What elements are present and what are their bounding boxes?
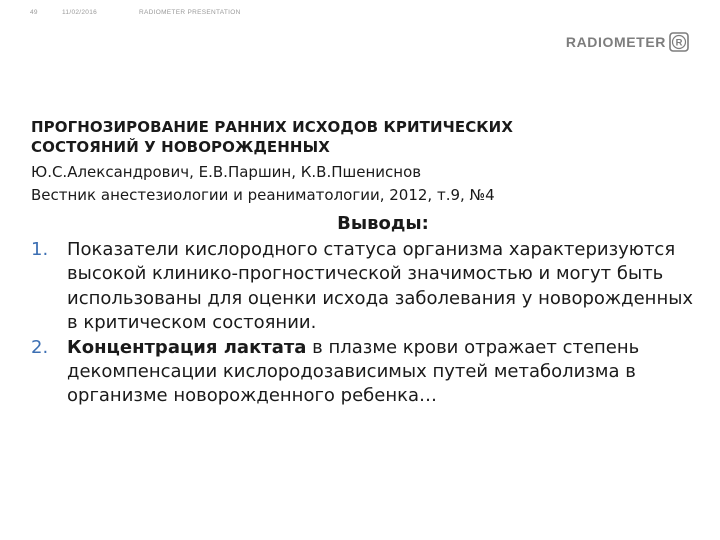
conclusion-item-1 xyxy=(31,238,695,336)
conclusion-item-2 xyxy=(31,336,695,409)
page-number: 49 xyxy=(30,9,38,16)
presentation-label: RADIOMETER PRESENTATION xyxy=(139,9,241,16)
logo-text: RADIOMETER xyxy=(565,34,666,50)
conclusion-text-2: в плазме крови отражает степень декомпенсации кислородозависимых путей метаболизма в организме новорожденного ребенка… xyxy=(67,336,640,407)
slide-content xyxy=(31,118,695,409)
svg-text:R: R xyxy=(675,37,683,49)
conclusion-number-1: 1. xyxy=(31,239,49,260)
conclusions-list xyxy=(31,238,695,409)
article-title xyxy=(31,118,695,157)
conclusion-text-1: Показатели кислородного статуса организма характеризуются высокой клинико-прогностической значимостью и могут быть использованы для оценки исхода заболевания у новорожденных в критическом состоянии. xyxy=(67,239,694,334)
radiometer-logo xyxy=(566,32,689,52)
article-journal: Вестник анестезиологии и реаниматологии, 2012, т.9, №4 xyxy=(31,186,495,204)
conclusions-heading: Выводы: xyxy=(337,213,429,234)
presentation-date: 11/02/2016 xyxy=(62,9,98,16)
conclusion-bold-lead-2: Концентрация лактата xyxy=(67,336,307,358)
conclusion-number-2: 2. xyxy=(31,336,49,358)
registered-mark-icon xyxy=(669,32,689,52)
article-authors: Ю.С.Александрович, Е.В.Паршин, К.В.Пшениснов xyxy=(31,163,422,181)
article-title-line-2: СОСТОЯНИЙ У НОВОРОЖДЕННЫХ xyxy=(31,137,330,156)
article-title-line-1: ПРОГНОЗИРОВАНИЕ РАННИХ ИСХОДОВ КРИТИЧЕСКИХ xyxy=(31,118,513,136)
